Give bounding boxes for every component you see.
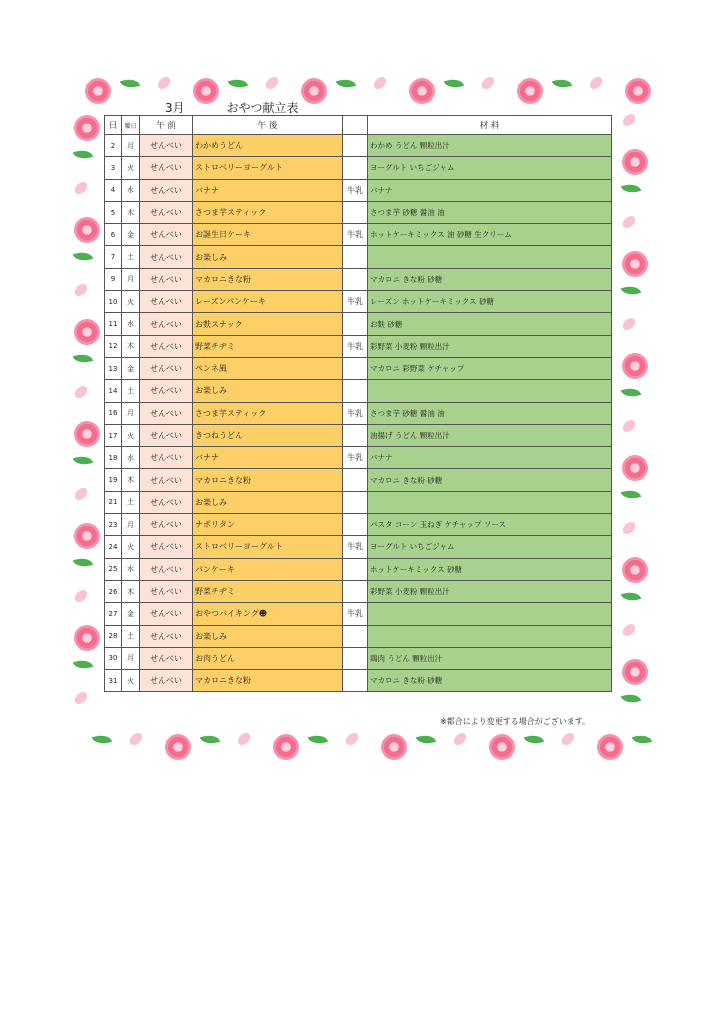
cell-am-snack: せんべい: [140, 402, 193, 424]
cell-ingredients: マカロニ きな粉 砂糖: [368, 268, 612, 290]
title-label: おやつ献立表: [226, 101, 299, 115]
table-row: [105, 135, 612, 157]
cell-weekday: 土: [122, 246, 140, 268]
cell-weekday: 火: [122, 424, 140, 446]
cell-pm-snack: バナナ: [193, 447, 343, 469]
cell-ingredients: ホットケーキミックス 油 砂糖 生クリーム: [368, 224, 612, 246]
cell-day: 23: [105, 514, 122, 536]
cell-milk: [343, 157, 368, 179]
cell-ingredients: お麩 砂糖: [368, 313, 612, 335]
table-row: [105, 558, 612, 580]
cell-pm-snack: マカロニきな粉: [193, 268, 343, 290]
cell-ingredients: バナナ: [368, 447, 612, 469]
flower-icon: [597, 734, 623, 760]
cell-pm-snack: 野菜チヂミ: [193, 335, 343, 357]
cell-milk: 牛乳: [343, 447, 368, 469]
flower-icon: [622, 149, 648, 175]
cell-weekday: 木: [122, 335, 140, 357]
cell-day: 24: [105, 536, 122, 558]
cell-milk: [343, 246, 368, 268]
cell-pm-snack: 野菜チヂミ: [193, 580, 343, 602]
table-row: [105, 268, 612, 290]
table-row: [105, 157, 612, 179]
table-row: [105, 380, 612, 402]
cell-pm-snack: お楽しみ: [193, 246, 343, 268]
cell-pm-snack: お楽しみ: [193, 491, 343, 513]
cell-milk: [343, 268, 368, 290]
table-row: [105, 603, 612, 625]
cell-ingredients: ヨーグルト いちごジャム: [368, 157, 612, 179]
cell-day: 2: [105, 135, 122, 157]
cell-day: 14: [105, 380, 122, 402]
table-row: [105, 536, 612, 558]
table-header-row: [105, 116, 612, 135]
cell-ingredients: ホットケーキミックス 砂糖: [368, 558, 612, 580]
cell-ingredients: [368, 246, 612, 268]
cell-am-snack: せんべい: [140, 424, 193, 446]
cell-milk: [343, 647, 368, 669]
flower-icon: [74, 217, 100, 243]
header-ingredients: 材 料: [368, 116, 612, 135]
cell-ingredients: マカロニ きな粉 砂糖: [368, 469, 612, 491]
flower-icon: [301, 78, 327, 104]
cell-ingredients: パスタ コーン 玉ねぎ ケチャップ ソース: [368, 514, 612, 536]
cell-day: 12: [105, 335, 122, 357]
cell-weekday: 火: [122, 157, 140, 179]
page-title: [165, 99, 298, 116]
flower-icon: [74, 421, 100, 447]
cell-am-snack: せんべい: [140, 580, 193, 602]
cell-weekday: 月: [122, 268, 140, 290]
cell-pm-snack: お麩スナック: [193, 313, 343, 335]
cell-am-snack: せんべい: [140, 335, 193, 357]
cell-weekday: 火: [122, 670, 140, 692]
cell-day: 18: [105, 447, 122, 469]
cell-day: 31: [105, 670, 122, 692]
cell-ingredients: 彩野菜 小麦粉 顆粒出汁: [368, 335, 612, 357]
header-weekday: 曜日: [122, 116, 140, 135]
table-row: [105, 291, 612, 313]
table-row: [105, 625, 612, 647]
cell-weekday: 水: [122, 313, 140, 335]
flower-icon: [165, 734, 191, 760]
cell-am-snack: せんべい: [140, 380, 193, 402]
header-am: 午 前: [140, 116, 193, 135]
cell-weekday: 木: [122, 201, 140, 223]
cell-weekday: 土: [122, 491, 140, 513]
cell-milk: [343, 514, 368, 536]
cell-ingredients: レーズン ホットケーキミックス 砂糖: [368, 291, 612, 313]
cell-am-snack: せんべい: [140, 291, 193, 313]
cell-day: 21: [105, 491, 122, 513]
table-row: [105, 335, 612, 357]
cell-ingredients: [368, 380, 612, 402]
cell-pm-snack: ストロベリーヨーグルト: [193, 536, 343, 558]
cell-milk: 牛乳: [343, 179, 368, 201]
cell-day: 27: [105, 603, 122, 625]
cell-milk: 牛乳: [343, 224, 368, 246]
cell-am-snack: せんべい: [140, 179, 193, 201]
table-row: [105, 670, 612, 692]
cell-ingredients: 鶏肉 うどん 顆粒出汁: [368, 647, 612, 669]
cell-milk: [343, 580, 368, 602]
header-day: 日: [105, 116, 122, 135]
cell-day: 25: [105, 558, 122, 580]
cell-weekday: 金: [122, 357, 140, 379]
cell-am-snack: せんべい: [140, 558, 193, 580]
cell-am-snack: せんべい: [140, 447, 193, 469]
table-row: [105, 469, 612, 491]
cell-pm-snack: わかめうどん: [193, 135, 343, 157]
title-month: 3月: [165, 101, 185, 115]
cell-weekday: 火: [122, 291, 140, 313]
cell-pm-snack: マカロニきな粉: [193, 670, 343, 692]
flower-icon: [381, 734, 407, 760]
cell-ingredients: さつま芋 砂糖 醤油 油: [368, 201, 612, 223]
flower-icon: [622, 251, 648, 277]
table-row: [105, 313, 612, 335]
cell-weekday: 木: [122, 580, 140, 602]
cell-milk: 牛乳: [343, 402, 368, 424]
cell-pm-snack: パンケーキ: [193, 558, 343, 580]
cell-am-snack: せんべい: [140, 313, 193, 335]
flower-icon: [74, 115, 100, 141]
flower-icon: [622, 659, 648, 685]
cell-day: 10: [105, 291, 122, 313]
cell-milk: [343, 313, 368, 335]
cell-am-snack: せんべい: [140, 224, 193, 246]
cell-weekday: 金: [122, 224, 140, 246]
cell-day: 28: [105, 625, 122, 647]
cell-pm-snack: お楽しみ: [193, 625, 343, 647]
table-row: [105, 402, 612, 424]
cell-milk: [343, 357, 368, 379]
cell-ingredients: [368, 603, 612, 625]
table-row: [105, 201, 612, 223]
cell-ingredients: バナナ: [368, 179, 612, 201]
cell-day: 3: [105, 157, 122, 179]
cell-milk: 牛乳: [343, 291, 368, 313]
flower-icon: [622, 353, 648, 379]
flower-icon: [409, 78, 435, 104]
cell-day: 13: [105, 357, 122, 379]
cell-am-snack: せんべい: [140, 268, 193, 290]
flower-icon: [625, 78, 651, 104]
cell-am-snack: せんべい: [140, 491, 193, 513]
cell-pm-snack: ストロベリーヨーグルト: [193, 157, 343, 179]
flower-icon: [193, 78, 219, 104]
cell-milk: [343, 469, 368, 491]
cell-milk: [343, 135, 368, 157]
cell-day: 26: [105, 580, 122, 602]
cell-milk: [343, 491, 368, 513]
cell-weekday: 水: [122, 447, 140, 469]
cell-weekday: 水: [122, 558, 140, 580]
cell-day: 4: [105, 179, 122, 201]
cell-milk: 牛乳: [343, 335, 368, 357]
cell-am-snack: せんべい: [140, 514, 193, 536]
table-row: [105, 424, 612, 446]
cell-day: 9: [105, 268, 122, 290]
cell-pm-snack: バナナ: [193, 179, 343, 201]
snack-menu-table: [104, 115, 612, 692]
flower-icon: [74, 625, 100, 651]
cell-day: 7: [105, 246, 122, 268]
table-row: [105, 514, 612, 536]
cell-am-snack: せんべい: [140, 670, 193, 692]
flower-icon: [273, 734, 299, 760]
cell-pm-snack: レーズンパンケーキ: [193, 291, 343, 313]
cell-pm-snack: お肉うどん: [193, 647, 343, 669]
table-row: [105, 447, 612, 469]
flower-icon: [74, 523, 100, 549]
cell-day: 11: [105, 313, 122, 335]
cell-am-snack: せんべい: [140, 625, 193, 647]
cell-day: 6: [105, 224, 122, 246]
cell-am-snack: せんべい: [140, 536, 193, 558]
cell-ingredients: 油揚げ うどん 顆粒出汁: [368, 424, 612, 446]
flower-icon: [74, 319, 100, 345]
flower-icon: [489, 734, 515, 760]
cell-pm-snack: マカロニきな粉: [193, 469, 343, 491]
cell-weekday: 土: [122, 625, 140, 647]
cell-pm-snack: きつねうどん: [193, 424, 343, 446]
cell-pm-snack: お楽しみ: [193, 380, 343, 402]
cell-milk: [343, 424, 368, 446]
cell-am-snack: せんべい: [140, 157, 193, 179]
table-row: [105, 580, 612, 602]
cell-am-snack: せんべい: [140, 201, 193, 223]
table-row: [105, 491, 612, 513]
cell-ingredients: 彩野菜 小麦粉 顆粒出汁: [368, 580, 612, 602]
flower-icon: [622, 557, 648, 583]
cell-day: 17: [105, 424, 122, 446]
cell-am-snack: せんべい: [140, 603, 193, 625]
cell-pm-snack: おやつバイキング☻: [193, 603, 343, 625]
cell-am-snack: せんべい: [140, 469, 193, 491]
cell-weekday: 月: [122, 514, 140, 536]
cell-day: 19: [105, 469, 122, 491]
cell-weekday: 月: [122, 135, 140, 157]
flower-icon: [85, 78, 111, 104]
cell-pm-snack: ナポリタン: [193, 514, 343, 536]
table-row: [105, 246, 612, 268]
table-row: [105, 357, 612, 379]
change-notice: ※都合により変更する場合がございます。: [440, 717, 591, 726]
cell-weekday: 月: [122, 402, 140, 424]
cell-pm-snack: さつま芋スティック: [193, 201, 343, 223]
cell-ingredients: [368, 491, 612, 513]
cell-milk: [343, 625, 368, 647]
cell-ingredients: [368, 625, 612, 647]
cell-am-snack: せんべい: [140, 647, 193, 669]
cell-ingredients: わかめ うどん 顆粒出汁: [368, 135, 612, 157]
cell-day: 16: [105, 402, 122, 424]
cell-milk: [343, 380, 368, 402]
cell-weekday: 月: [122, 647, 140, 669]
flower-icon: [622, 455, 648, 481]
cell-pm-snack: さつま芋スティック: [193, 402, 343, 424]
cell-ingredients: ヨーグルト いちごジャム: [368, 536, 612, 558]
cell-am-snack: せんべい: [140, 246, 193, 268]
cell-day: 30: [105, 647, 122, 669]
cell-weekday: 金: [122, 603, 140, 625]
header-milk: [343, 116, 368, 135]
table-row: [105, 179, 612, 201]
cell-ingredients: さつま芋 砂糖 醤油 油: [368, 402, 612, 424]
cell-weekday: 木: [122, 469, 140, 491]
cell-weekday: 火: [122, 536, 140, 558]
cell-milk: [343, 558, 368, 580]
cell-ingredients: マカロニ 彩野菜 ケチャップ: [368, 357, 612, 379]
cell-weekday: 水: [122, 179, 140, 201]
header-pm: 午 後: [193, 116, 343, 135]
cell-milk: [343, 201, 368, 223]
flower-icon: [517, 78, 543, 104]
cell-milk: 牛乳: [343, 603, 368, 625]
cell-am-snack: せんべい: [140, 135, 193, 157]
cell-am-snack: せんべい: [140, 357, 193, 379]
cell-weekday: 土: [122, 380, 140, 402]
table-row: [105, 647, 612, 669]
cell-pm-snack: お誕生日ケーキ: [193, 224, 343, 246]
cell-pm-snack: ペンネ風: [193, 357, 343, 379]
table-row: [105, 224, 612, 246]
cell-day: 5: [105, 201, 122, 223]
cell-ingredients: マカロニ きな粉 砂糖: [368, 670, 612, 692]
cell-milk: 牛乳: [343, 536, 368, 558]
cell-milk: [343, 670, 368, 692]
